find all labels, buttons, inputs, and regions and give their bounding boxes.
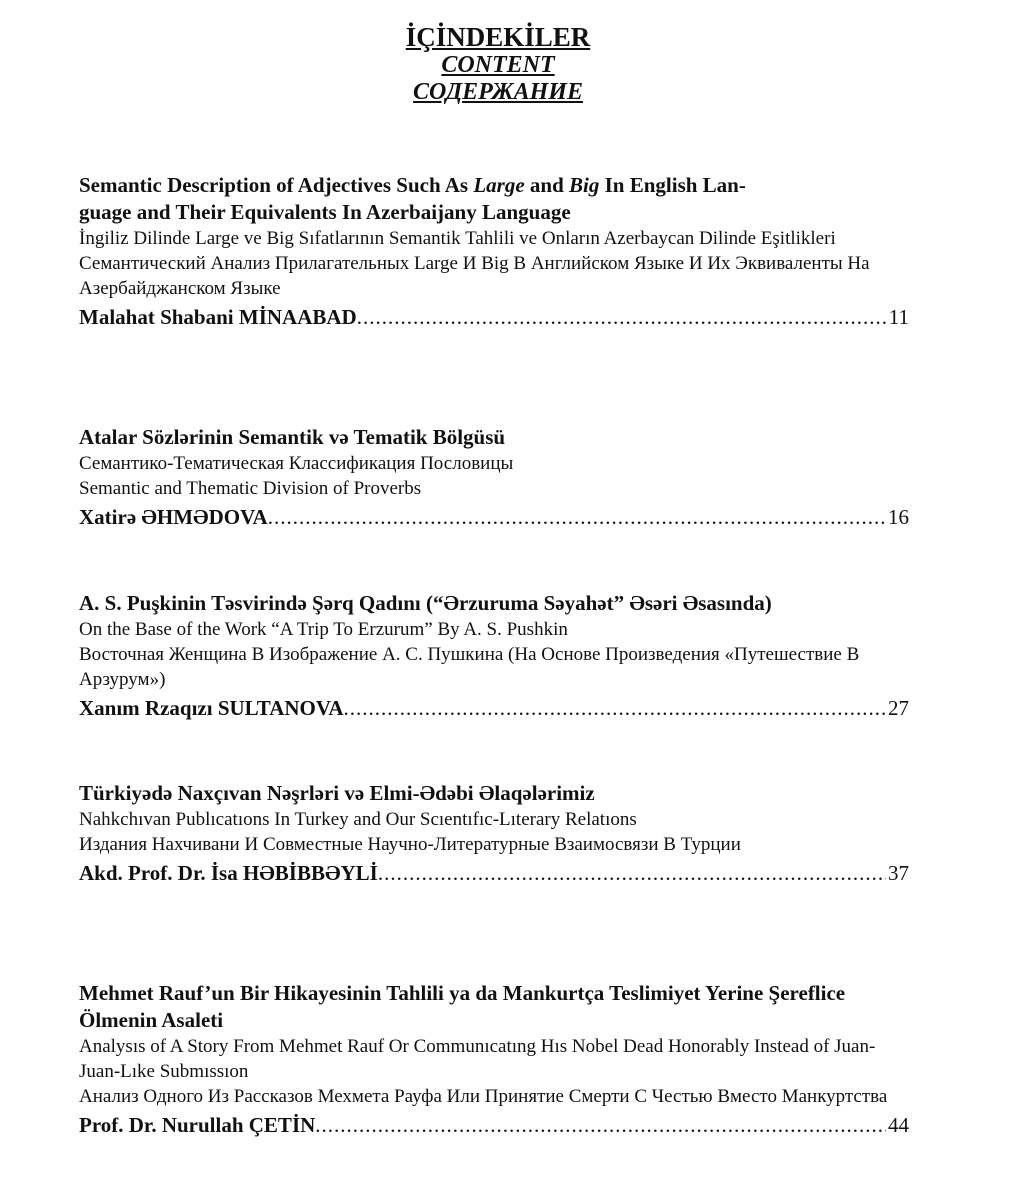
entry-title: Türkiyədə Naxçıvan Nəşrləri və Elmi-Ədəbi Əlaqələrimiz <box>79 781 595 805</box>
entry-subtitle: Издания Нахчивани И Совместные Научно-Литературные Взаимосвязи В Турции <box>79 834 741 855</box>
leader-dots <box>268 503 886 531</box>
entry-subtitle: Семантический Анализ Прилагательных Large И Big В Английском Языке И Их Эквиваленты На Азербайджанском Языке <box>79 253 870 299</box>
entry-subtitle: Анализ Одного Из Рассказов Мехмета Рауфа Или Принятие Смерти С Честью Вместо Манкуртства <box>79 1086 888 1107</box>
entry-title: Mehmet Rauf’un Bir Hikayesinin Tahlili ya da Mankurtça Teslimiyet Yerine Şereflice Ölmenin Asaleti <box>79 981 846 1032</box>
entry-author: Prof. Dr. Nurullah ÇETİN <box>79 1113 316 1137</box>
entry-page-number[interactable]: 27 <box>888 696 909 720</box>
entry-author: Xanım Rzaqızı SULTANOVA <box>79 696 344 720</box>
toc-title-english: CONTENT <box>441 52 555 78</box>
entry-author-line <box>79 694 909 722</box>
toc-entry[interactable] <box>79 590 909 722</box>
entry-page-number[interactable]: 44 <box>888 1113 909 1137</box>
entry-page-number[interactable]: 11 <box>888 305 909 329</box>
entry-subtitle: Semantic and Thematic Division of Proverbs <box>79 478 422 499</box>
entry-subtitle: Семантико-Тематическая Классификация Пословицы <box>79 453 514 474</box>
entry-author: Malahat Shabani MİNAABAD <box>79 305 357 329</box>
entry-page-number[interactable]: 16 <box>888 505 909 529</box>
entry-title-italic: Big <box>569 173 600 197</box>
entry-author: Akd. Prof. Dr. İsa HƏBİBBƏYLİ <box>79 861 378 885</box>
leader-dots <box>315 1111 886 1139</box>
toc-title-turkish: İÇİNDEKİLER <box>405 22 591 52</box>
entry-page-number[interactable]: 37 <box>888 861 909 885</box>
entry-author-line <box>79 303 909 331</box>
toc-entry[interactable] <box>79 780 909 887</box>
entry-author-line <box>79 1111 909 1139</box>
entry-author: Xatirə ƏHMƏDOVA <box>79 505 268 529</box>
toc-header <box>0 22 1016 106</box>
entry-subtitle: On the Base of the Work “A Trip To Erzurum” By A. S. Pushkin <box>79 619 568 640</box>
entry-author-line <box>79 503 909 531</box>
entry-title-italic: Large <box>473 173 525 197</box>
leader-dots <box>357 303 887 331</box>
entry-title: Semantic Description of Adjectives Such As Large and Big In English Lan- guage and Their Equivalents In Azerbaijany Language <box>79 173 746 224</box>
entry-author-line <box>79 859 909 887</box>
entry-subtitle: İngiliz Dilinde Large ve Big Sıfatlarının Semantik Tahlili ve Onların Azerbaycan Dilinde Eşitlikleri <box>79 228 836 249</box>
entry-subtitle: Восточная Женщина В Изображение А. С. Пушкина (На Основе Произведения «Путешествие В Арзурум») <box>79 644 860 690</box>
toc-entry[interactable] <box>79 424 909 531</box>
entry-title: A. S. Puşkinin Təsvirində Şərq Qadını (“Ərzuruma Səyahət” Əsəri Əsasında) <box>79 591 772 615</box>
entry-subtitle: Analysıs of A Story From Mehmet Rauf Or Communıcatıng Hıs Nobel Dead Honorably Instead of Juan-Juan-Lıke Submıssıon <box>79 1036 876 1082</box>
leader-dots <box>378 859 886 887</box>
entry-subtitle: Nahkchıvan Publıcatıons In Turkey and Our Scıentıfıc-Lıterary Relatıons <box>79 809 637 830</box>
toc-entry[interactable] <box>79 980 909 1139</box>
leader-dots <box>344 694 887 722</box>
toc-title-russian: СОДЕРЖАНИЕ <box>413 79 583 105</box>
toc-entry[interactable] <box>79 172 909 331</box>
entry-title: Atalar Sözlərinin Semantik və Tematik Bölgüsü <box>79 425 506 449</box>
